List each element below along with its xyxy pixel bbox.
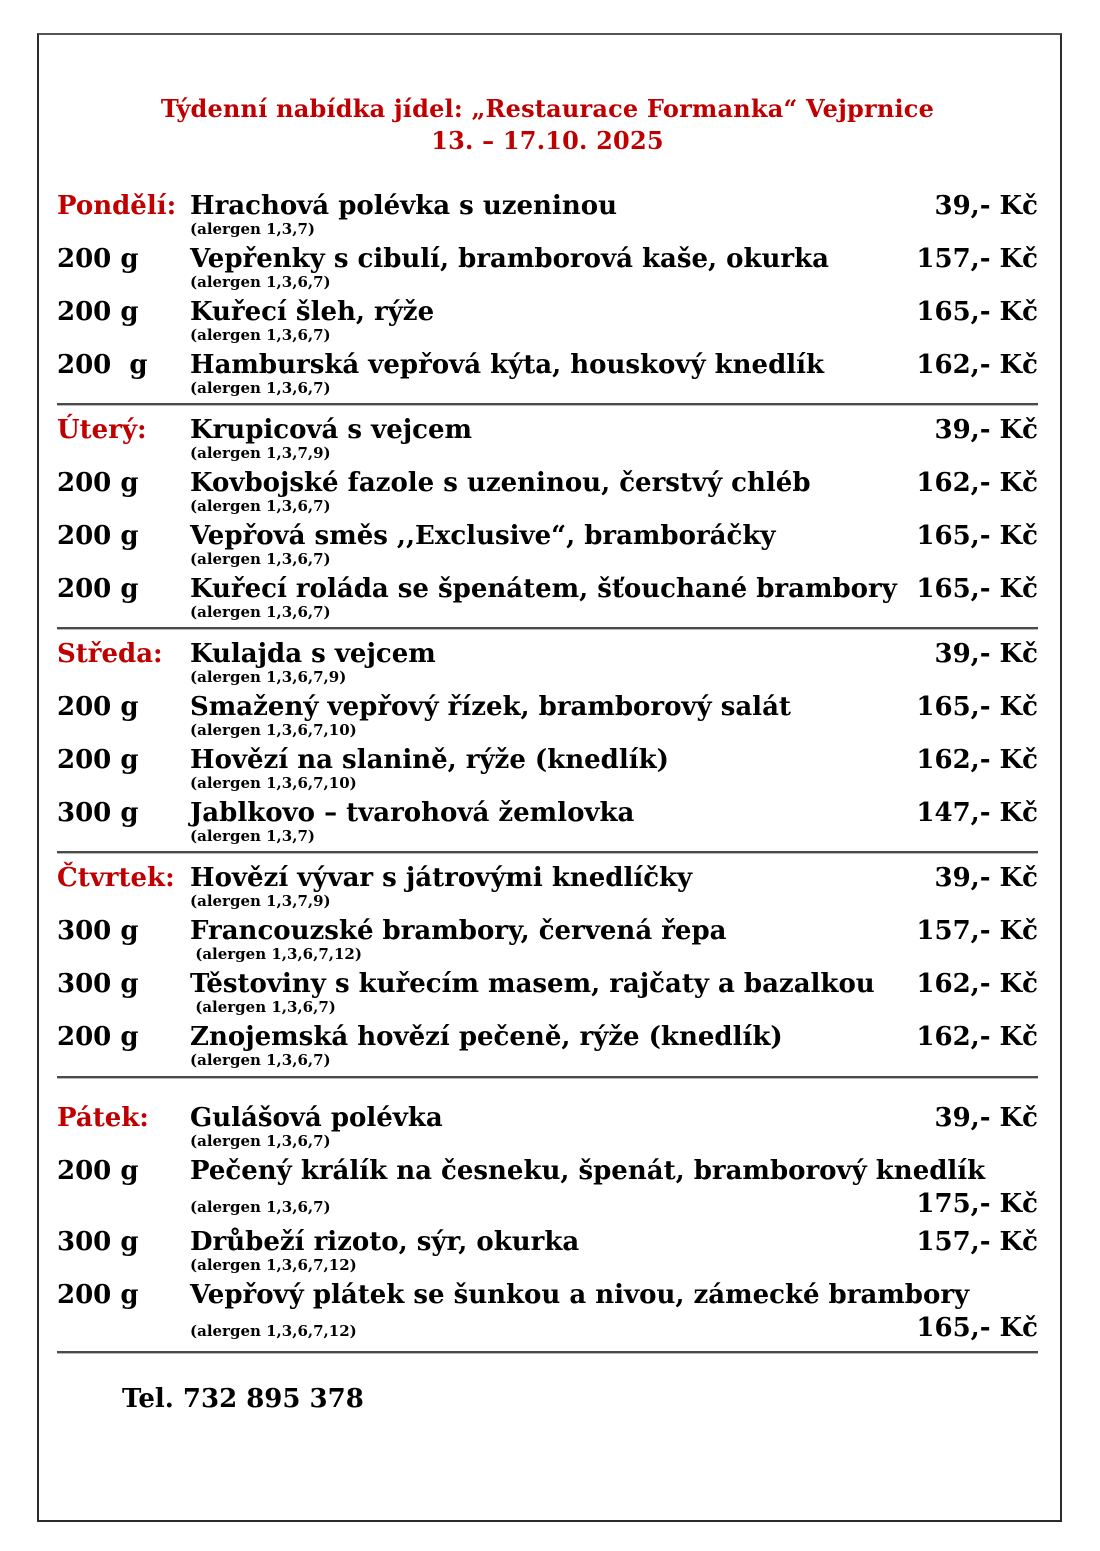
item-dish: Drůbeží rizoto, sýr, okurka: [190, 1227, 580, 1257]
item-dish: Hovězí na slanině, rýže (knedlík): [190, 745, 669, 775]
item-dish: Kovbojské fazole s uzeninou, čerstvý chléb: [190, 468, 811, 498]
item-allergen-row: [57, 775, 1038, 791]
item-price: 157,- Kč: [916, 244, 1038, 274]
item-price: 39,- Kč: [934, 191, 1038, 221]
item-allergen-row: [57, 380, 1038, 396]
title-line1: Týdenní nabídka jídel: „Restaurace Formanka“ Vejprnice: [160, 94, 935, 123]
item-weight: 200 g: [57, 468, 139, 498]
item-allergen: (alergen 1,3,6,7): [190, 273, 331, 291]
item-price: 165,- Kč: [916, 1313, 1038, 1343]
item-allergen-row: [57, 498, 1038, 514]
item-price: 157,- Kč: [916, 1227, 1038, 1257]
item-allergen: (alergen 1,3,7): [190, 220, 315, 238]
item-allergen: (alergen 1,3,6,7): [190, 1132, 331, 1150]
item-weight: 200 g: [57, 574, 139, 604]
menu-page: [39, 35, 1060, 1414]
item-allergen-row: [57, 946, 1038, 962]
item-dish: Těstoviny s kuřecím masem, rajčaty a bazalkou: [190, 969, 875, 999]
item-allergen-row: [57, 828, 1038, 844]
menu-item-row: [57, 1280, 1038, 1310]
menu-item-row: [57, 1156, 1038, 1186]
day-label: Pátek:: [57, 1103, 149, 1133]
item-allergen: (alergen 1,3,6,7): [190, 326, 331, 344]
item-dish: Kulajda s vejcem: [190, 639, 436, 669]
item-weight: 200 g: [57, 1022, 139, 1052]
item-dish: Znojemská hovězí pečeně, rýže (knedlík): [190, 1022, 783, 1052]
item-allergen: (alergen 1,3,7,9): [190, 444, 331, 462]
item-price: 165,- Kč: [916, 521, 1038, 551]
item-allergen: (alergen 1,3,6,7): [190, 379, 331, 397]
item-weight: 200 g: [57, 692, 139, 722]
item-price: 165,- Kč: [916, 574, 1038, 604]
item-allergen-row: [57, 722, 1038, 738]
item-allergen: (alergen 1,3,6,7,12): [190, 945, 362, 963]
item-price: 175,- Kč: [916, 1189, 1038, 1219]
item-weight: 200 g: [57, 521, 139, 551]
item-dish: Krupicová s vejcem: [190, 415, 473, 445]
menu-item-row: [57, 297, 1038, 327]
menu-item-row: [57, 415, 1038, 445]
item-allergen-row: [57, 445, 1038, 461]
item-allergen: (alergen 1,3,6,7): [190, 998, 336, 1016]
menu-item-row: [57, 191, 1038, 221]
phone-number: Tel. 732 895 378: [122, 1384, 364, 1414]
item-allergen-row: [57, 669, 1038, 685]
item-allergen: (alergen 1,3,6,7,12): [190, 1256, 357, 1274]
item-weight: 200 g: [57, 745, 139, 775]
item-allergen-row: [57, 274, 1038, 290]
item-price: 162,- Kč: [916, 1022, 1038, 1052]
title-line2: 13. – 17.10. 2025: [431, 126, 664, 155]
page-border-frame: [37, 33, 1062, 1522]
item-allergen-row: [57, 1257, 1038, 1273]
item-dish: Vepřenky s cibulí, bramborová kaše, okurka: [190, 244, 829, 274]
item-allergen: (alergen 1,3,6,7,10): [190, 774, 357, 792]
item-allergen: (alergen 1,3,6,7,12): [190, 1322, 357, 1340]
item-dish: Kuřecí roláda se špenátem, šťouchané brambory: [190, 574, 897, 604]
menu-item-row: [57, 692, 1038, 722]
day-section: [57, 191, 1038, 396]
menu-item-row: [57, 969, 1038, 999]
item-allergen-row: [57, 1314, 1038, 1345]
day-divider: [57, 1076, 1038, 1079]
item-weight: 200 g: [57, 1280, 139, 1310]
item-allergen-row: [57, 604, 1038, 620]
item-dish: Gulášová polévka: [190, 1103, 443, 1133]
item-price: 162,- Kč: [916, 969, 1038, 999]
day-label: Čtvrtek:: [57, 863, 175, 893]
item-allergen: (alergen 1,3,6,7,9): [190, 668, 347, 686]
item-allergen-row: [57, 1190, 1038, 1221]
day-label: Pondělí:: [57, 191, 177, 221]
item-allergen-row: [57, 551, 1038, 567]
menu-item-row: [57, 468, 1038, 498]
menu-item-row: [57, 1227, 1038, 1257]
item-dish: Kuřecí šleh, rýže: [190, 297, 435, 327]
day-label: Středa:: [57, 639, 163, 669]
day-label: Úterý:: [57, 415, 147, 445]
day-section: [57, 1103, 1038, 1345]
menu-item-row: [57, 244, 1038, 274]
item-allergen-row: [57, 327, 1038, 343]
day-section: [57, 639, 1038, 844]
item-allergen: (alergen 1,3,6,7): [190, 550, 331, 568]
item-weight: 300 g: [57, 798, 139, 828]
item-dish: Pečený králík na česneku, špenát, bramborový knedlík: [190, 1156, 986, 1186]
item-price: 39,- Kč: [934, 863, 1038, 893]
item-price: 147,- Kč: [916, 798, 1038, 828]
item-price: 39,- Kč: [934, 415, 1038, 445]
day-section: [57, 415, 1038, 620]
item-weight: 200 g: [57, 297, 139, 327]
item-allergen: (alergen 1,3,6,7,10): [190, 721, 357, 739]
day-divider: [57, 403, 1038, 406]
item-weight: 300 g: [57, 916, 139, 946]
menu-days: [57, 191, 1038, 1345]
item-dish: Francouzské brambory, červená řepa: [190, 916, 727, 946]
menu-item-row: [57, 798, 1038, 828]
item-dish: Hovězí vývar s játrovými knedlíčky: [190, 863, 693, 893]
item-weight: 200 g: [57, 1156, 139, 1186]
item-allergen: (alergen 1,3,6,7): [190, 497, 331, 515]
menu-item-row: [57, 863, 1038, 893]
item-allergen: (alergen 1,3,6,7): [190, 603, 331, 621]
item-allergen: (alergen 1,3,7,9): [190, 892, 331, 910]
item-allergen-row: [57, 1133, 1038, 1149]
item-allergen-row: [57, 221, 1038, 237]
menu-item-row: [57, 1022, 1038, 1052]
menu-item-row: [57, 521, 1038, 551]
item-price: 39,- Kč: [934, 1103, 1038, 1133]
item-allergen-row: [57, 893, 1038, 909]
item-dish: Hamburská vepřová kýta, houskový knedlík: [190, 350, 825, 380]
item-dish: Vepřová směs ,,Exclusive“, bramboráčky: [190, 521, 776, 551]
day-divider: [57, 851, 1038, 854]
menu-item-row: [57, 350, 1038, 380]
day-divider: [57, 627, 1038, 630]
item-weight: 300 g: [57, 969, 139, 999]
item-price: 162,- Kč: [916, 468, 1038, 498]
day-section: [57, 863, 1038, 1068]
item-price: 162,- Kč: [916, 745, 1038, 775]
item-dish: Jablkovo – tvarohová žemlovka: [190, 798, 635, 828]
menu-item-row: [57, 574, 1038, 604]
item-dish: Hrachová polévka s uzeninou: [190, 191, 617, 221]
item-dish: Vepřový plátek se šunkou a nivou, zámecké brambory: [190, 1280, 970, 1310]
item-price: 165,- Kč: [916, 692, 1038, 722]
item-allergen: (alergen 1,3,6,7): [190, 1051, 331, 1069]
menu-item-row: [57, 916, 1038, 946]
item-weight: 300 g: [57, 1227, 139, 1257]
item-price: 165,- Kč: [916, 297, 1038, 327]
item-allergen: (alergen 1,3,6,7): [190, 1198, 331, 1216]
menu-item-row: [57, 1103, 1038, 1133]
menu-item-row: [57, 639, 1038, 669]
page-title: [57, 93, 1038, 157]
item-weight: 200 g: [57, 350, 148, 380]
item-allergen: (alergen 1,3,7): [190, 827, 315, 845]
item-price: 39,- Kč: [934, 639, 1038, 669]
item-price: 162,- Kč: [916, 350, 1038, 380]
footer-divider: [57, 1351, 1038, 1354]
menu-item-row: [57, 745, 1038, 775]
item-allergen-row: [57, 1052, 1038, 1068]
item-weight: 200 g: [57, 244, 139, 274]
item-dish: Smažený vepřový řízek, bramborový salát: [190, 692, 791, 722]
item-allergen-row: [57, 999, 1038, 1015]
item-price: 157,- Kč: [916, 916, 1038, 946]
